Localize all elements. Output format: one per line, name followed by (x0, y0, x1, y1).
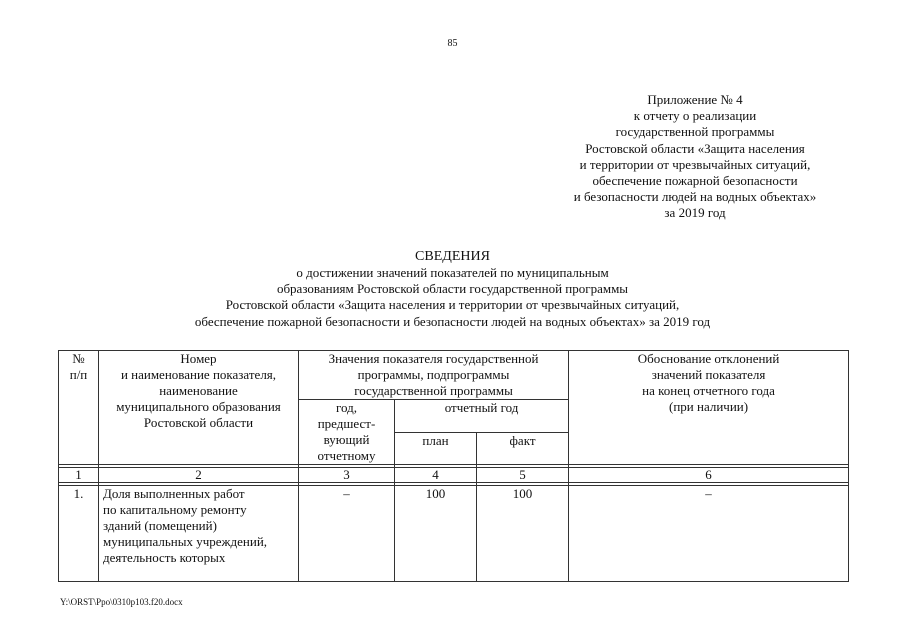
table-row (59, 486, 849, 582)
file-path: Y:\ORST\Ppo\0310p103.f20.docx (60, 597, 183, 607)
column-number: 1 (59, 468, 99, 483)
row-name: Доля выполненных работ по капитальному ремонту зданий (помещений) муниципальных учреждений, деятельность которых (99, 486, 299, 582)
row-plan: 100 (395, 486, 477, 582)
appendix-note (540, 92, 850, 222)
header-name: Номер и наименование показателя, наименование муниципального образования Ростовской области (99, 351, 299, 465)
column-number: 5 (477, 468, 569, 483)
column-number: 3 (299, 468, 395, 483)
appendix-line: государственной программы (615, 124, 775, 140)
appendix-line: Ростовской области «Защита населения (585, 140, 805, 156)
row-justification: – (569, 486, 849, 582)
appendix-line: Приложение № 4 (647, 92, 743, 107)
header-plan: план (395, 432, 477, 465)
indicators-table (58, 350, 849, 582)
header-justification: Обоснование отклонений значений показателя на конец отчетного года (при наличии) (569, 351, 849, 465)
appendix-line: к отчету о реализации (633, 108, 757, 124)
heading-line: Ростовской области «Защита населения и территории от чрезвычайных ситуаций, (225, 297, 680, 313)
header-values-group: Значения показателя государственной программы, подпрограммы государственной программы (299, 351, 569, 400)
heading-line: о достижении значений показателей по муниципальным (296, 265, 609, 280)
header-prev-year: год, предшест- вующий отчетному (299, 400, 395, 465)
header-row (59, 351, 849, 400)
document-title: СВЕДЕНИЯ (415, 249, 490, 264)
row-prev-year: – (299, 486, 395, 582)
column-numbers-row (59, 468, 849, 483)
appendix-line: за 2019 год (664, 205, 726, 221)
heading-line: образованиям Ростовской области государственной программы (276, 281, 629, 297)
appendix-line: и безопасности людей на водных объектах» (573, 189, 817, 205)
header-report-year: отчетный год (395, 400, 569, 433)
row-number: 1. (59, 486, 99, 582)
column-number: 6 (569, 468, 849, 483)
page-number: 85 (447, 38, 458, 49)
appendix-line: и территории от чрезвычайных ситуаций, (579, 156, 811, 172)
header-fact: факт (477, 432, 569, 465)
column-number: 4 (395, 468, 477, 483)
document-heading (100, 248, 805, 330)
column-number: 2 (99, 468, 299, 483)
appendix-line: обеспечение пожарной безопасности (592, 173, 798, 189)
header-number: № п/п (59, 351, 99, 465)
heading-line: обеспечение пожарной безопасности и безопасности людей на водных объектах» за 2019 год (194, 313, 711, 329)
row-fact: 100 (477, 486, 569, 582)
